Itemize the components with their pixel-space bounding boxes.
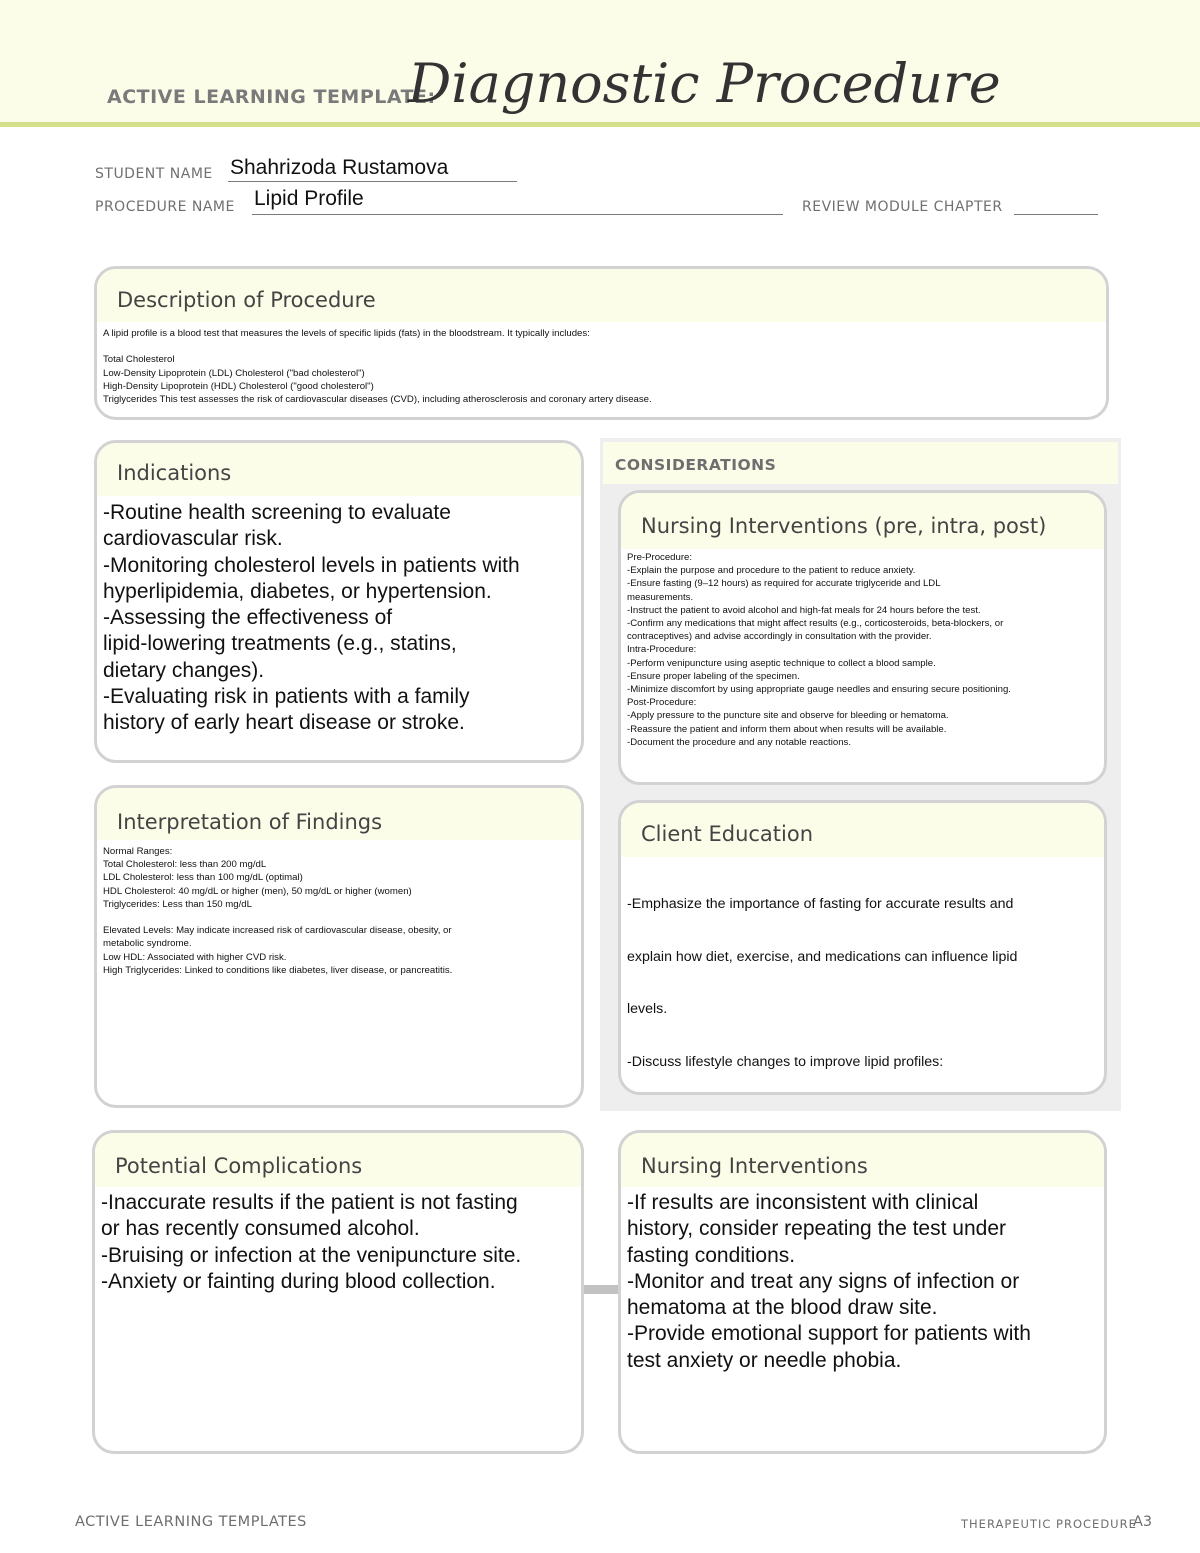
nursing-interventions-line: -If results are inconsistent with clinical — [627, 1191, 979, 1214]
nursing-interventions-title: Nursing Interventions — [641, 1154, 868, 1178]
interpretation-header — [97, 788, 581, 840]
description-line: Low-Density Lipoprotein (LDL) Cholesterol ("bad cholesterol") — [103, 367, 365, 379]
indications-box — [94, 440, 584, 763]
indications-body — [97, 496, 581, 737]
description-line: High-Density Lipoprotein (HDL) Cholesterol ("good cholesterol") — [103, 380, 374, 392]
interpretation-line — [103, 911, 581, 924]
interpretation-line: Normal Ranges: — [103, 846, 173, 857]
interpretation-line: Low HDL: Associated with higher CVD risk. — [103, 951, 287, 963]
interpretation-line: LDL Cholesterol: less than 100 mg/dL (optimal) — [103, 872, 303, 884]
client-education-box — [618, 800, 1107, 1095]
footer-left: ACTIVE LEARNING TEMPLATES — [75, 1514, 307, 1530]
interpretation-line: Elevated Levels: May indicate increased risk of cardiovascular disease, obesity, or — [103, 925, 452, 937]
nursing-line: -Confirm any medications that might affect results (e.g., corticosteroids, beta-blockers, or — [627, 618, 1004, 630]
nursing-line: -Instruct the patient to avoid alcohol and high-fat meals for 24 hours before the test. — [627, 604, 981, 616]
nursing-interventions-body — [621, 1187, 1104, 1374]
nursing-line: -Explain the purpose and procedure to the patient to reduce anxiety. — [627, 565, 916, 577]
description-header — [97, 269, 1106, 322]
nursing-interventions-line: hematoma at the blood draw site. — [627, 1296, 938, 1320]
indications-line: hyperlipidemia, diabetes, or hypertension. — [103, 579, 492, 603]
interpretation-line: Total Cholesterol: less than 200 mg/dL — [103, 859, 267, 871]
nursing-line: -Minimize discomfort by using appropriate gauge needles and ensuring secure positioning. — [627, 684, 1011, 696]
nursing-line: measurements. — [627, 591, 694, 603]
header-rule — [0, 122, 1200, 127]
client-education-line: -Discuss lifestyle changes to improve lipid profiles: — [627, 1053, 944, 1070]
nursing-interventions-line: -Provide emotional support for patients with — [627, 1322, 1031, 1346]
client-education-line: -Emphasize the importance of fasting for accurate results and — [627, 896, 1014, 912]
complications-title: Potential Complications — [115, 1154, 363, 1178]
indications-line: -Routine health screening to evaluate — [103, 501, 451, 524]
complications-box — [92, 1130, 584, 1454]
nursing-pre-intra-post-body — [621, 549, 1104, 749]
nursing-line: -Perform venipuncture using aseptic technique to collect a blood sample. — [627, 657, 936, 669]
student-name-field[interactable]: Shahrizoda Rustamova — [230, 156, 449, 179]
nursing-pre-intra-post-header — [621, 493, 1104, 549]
nursing-interventions-line: -Monitor and treat any signs of infection or — [627, 1269, 1020, 1293]
complications-line: -Inaccurate results if the patient is not fasting — [101, 1191, 518, 1214]
description-line — [103, 340, 1106, 353]
procedure-name-line — [252, 214, 783, 215]
interpretation-line: Triglycerides: Less than 150 mg/dL — [103, 898, 252, 910]
nursing-line: Post-Procedure: — [627, 697, 697, 709]
interpretation-line: HDL Cholesterol: 40 mg/dL or higher (men), 50 mg/dL or higher (women) — [103, 885, 412, 897]
description-line: Triglycerides This test assesses the risk of cardiovascular diseases (CVD), including atherosclerosis and coronary artery disease. — [103, 394, 652, 405]
nursing-line: -Ensure fasting (9–12 hours) as required for accurate triglyceride and LDL — [627, 578, 941, 590]
box-connector — [583, 1285, 620, 1294]
complications-line: or has recently consumed alcohol. — [101, 1217, 420, 1241]
indications-line: lipid-lowering treatments (e.g., statins, — [103, 632, 457, 656]
complications-line: -Anxiety or fainting during blood collection. — [101, 1269, 496, 1293]
nursing-line: -Apply pressure to the puncture site and observe for bleeding or hematoma. — [627, 710, 949, 722]
procedure-name-field[interactable]: Lipid Profile — [254, 187, 364, 210]
description-body — [97, 322, 1106, 406]
complications-body — [95, 1187, 581, 1295]
review-module-field[interactable] — [1014, 214, 1098, 215]
nursing-line: Pre-Procedure: — [627, 552, 693, 563]
complications-header — [95, 1133, 581, 1187]
page-title: Diagnostic Procedure — [408, 52, 1001, 115]
student-name-label: STUDENT NAME — [95, 166, 213, 182]
indications-header — [97, 443, 581, 496]
template-label: ACTIVE LEARNING TEMPLATE: — [107, 86, 436, 108]
procedure-name-label: PROCEDURE NAME — [95, 199, 235, 215]
interpretation-title: Interpretation of Findings — [117, 810, 383, 834]
interpretation-line: metabolic syndrome. — [103, 938, 192, 950]
indications-line: dietary changes). — [103, 658, 265, 682]
nursing-interventions-line: history, consider repeating the test under — [627, 1217, 1006, 1241]
client-education-line: explain how diet, exercise, and medications can influence lipid — [627, 948, 1018, 965]
nursing-pre-intra-post-title: Nursing Interventions (pre, intra, post) — [641, 514, 1047, 538]
indications-line: cardiovascular risk. — [103, 527, 283, 551]
indications-line: history of early heart disease or stroke. — [103, 711, 465, 735]
indications-line: -Evaluating risk in patients with a family — [103, 685, 470, 709]
footer-right: THERAPEUTIC PROCEDURE — [961, 1517, 1137, 1531]
indications-title: Indications — [117, 460, 232, 485]
description-box — [94, 266, 1109, 420]
interpretation-body — [97, 840, 581, 977]
client-education-title: Client Education — [641, 822, 814, 846]
indications-line: -Monitoring cholesterol levels in patients with — [103, 553, 520, 577]
nursing-line: -Document the procedure and any notable reactions. — [627, 736, 851, 748]
client-education-line: levels. — [627, 1001, 668, 1017]
nursing-interventions-line: fasting conditions. — [627, 1243, 796, 1267]
nursing-line: contraceptives) and advise accordingly in consultation with the provider. — [627, 631, 932, 643]
description-title: Description of Procedure — [117, 287, 376, 312]
nursing-interventions-line: test anxiety or needle phobia. — [627, 1348, 902, 1372]
nursing-line: -Reassure the patient and inform them about when results will be available. — [627, 723, 947, 735]
client-education-body — [621, 857, 1104, 1095]
nursing-pre-intra-post-box — [618, 490, 1107, 785]
review-module-label: REVIEW MODULE CHAPTER — [802, 199, 1003, 215]
nursing-interventions-header — [621, 1133, 1104, 1187]
client-education-header — [621, 803, 1104, 857]
indications-line: -Assessing the effectiveness of — [103, 606, 393, 630]
nursing-line: -Ensure proper labeling of the specimen. — [627, 670, 800, 682]
description-line: A lipid profile is a blood test that measures the levels of specific lipids (fats) in the bloodstream. It typically includes: — [103, 328, 590, 339]
student-name-line — [228, 181, 517, 182]
interpretation-box — [94, 785, 584, 1108]
nursing-interventions-box — [618, 1130, 1107, 1454]
page-number: A3 — [1133, 1514, 1153, 1530]
nursing-line: Intra-Procedure: — [627, 644, 697, 656]
considerations-title: CONSIDERATIONS — [615, 456, 777, 474]
complications-line: -Bruising or infection at the venipuncture site. — [101, 1243, 522, 1267]
interpretation-line: High Triglycerides: Linked to conditions like diabetes, liver disease, or pancreatitis. — [103, 964, 453, 976]
description-line: Total Cholesterol — [103, 354, 175, 366]
